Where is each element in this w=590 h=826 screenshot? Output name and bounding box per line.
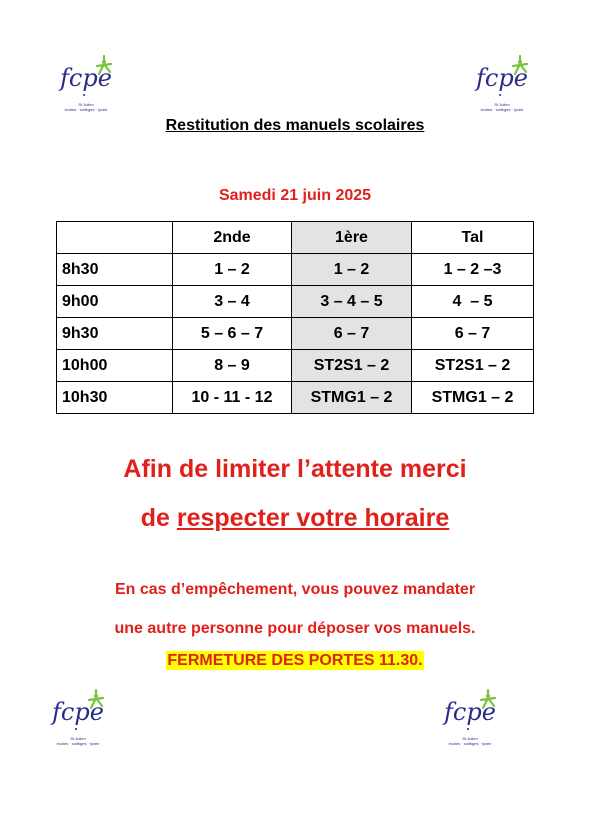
logo-subtitle: St Julien écoles · collèges · lycée — [56, 736, 100, 746]
svg-text:fcpe: fcpe — [52, 698, 104, 726]
table-header-cell: 1ère — [292, 222, 412, 254]
table-row — [57, 350, 534, 382]
svg-text:fcpe: fcpe — [444, 698, 496, 726]
table-header-cell: Tal — [412, 222, 534, 254]
waiting-message: Afin de limiter l’attente merci — [123, 455, 467, 483]
schedule-message — [0, 504, 590, 533]
table-row — [57, 382, 534, 414]
schedule-message-prefix: de — [140, 504, 177, 532]
fcpe-logo-bottom-left — [38, 686, 118, 746]
fcpe-logo-icon — [38, 686, 118, 738]
fcpe-logo-top-right — [462, 52, 542, 112]
time-cell: 9h30 — [57, 318, 173, 350]
table-cell: 5 – 6 – 7 — [173, 318, 292, 350]
fcpe-logo-icon — [46, 52, 126, 104]
table-cell: STMG1 – 2 — [412, 382, 534, 414]
table-cell: 3 – 4 – 5 — [292, 286, 412, 318]
closing-notice — [0, 652, 590, 670]
table-cell: STMG1 – 2 — [292, 382, 412, 414]
table-cell: 10 - 11 - 12 — [173, 382, 292, 414]
schedule-table — [56, 221, 534, 414]
time-cell: 10h30 — [57, 382, 173, 414]
event-date: Samedi 21 juin 2025 — [218, 187, 372, 204]
logo-subtitle: St Julien écoles · collèges · lycée — [448, 736, 492, 746]
page-title: Restitution des manuels scolaires — [165, 117, 425, 134]
table-cell: 8 – 9 — [173, 350, 292, 382]
table-cell: ST2S1 – 2 — [412, 350, 534, 382]
table-row — [57, 318, 534, 350]
proxy-note-line1: En cas d’empêchement, vous pouvez mandater — [114, 581, 476, 598]
table-header-cell — [57, 222, 173, 254]
table-row — [57, 254, 534, 286]
table-header-cell: 2nde — [173, 222, 292, 254]
table-cell: ST2S1 – 2 — [292, 350, 412, 382]
time-cell: 9h00 — [57, 286, 173, 318]
fcpe-logo-top-left — [46, 52, 126, 112]
time-cell: 8h30 — [57, 254, 173, 286]
logo-subtitle: St Julien écoles · collèges · lycée — [64, 102, 108, 112]
table-row — [57, 286, 534, 318]
table-cell: 1 – 2 — [292, 254, 412, 286]
svg-text:fcpe: fcpe — [60, 64, 112, 92]
table-header-row — [57, 222, 534, 254]
table-cell: 1 – 2 –3 — [412, 254, 534, 286]
schedule-message-emphasis: respecter votre horaire — [176, 504, 450, 532]
table-cell: 6 – 7 — [412, 318, 534, 350]
logo-subtitle: St Julien écoles · collèges · lycée — [480, 102, 524, 112]
fcpe-logo-icon — [430, 686, 510, 738]
svg-text:fcpe: fcpe — [476, 64, 528, 92]
table-cell: 3 – 4 — [173, 286, 292, 318]
table-cell: 1 – 2 — [173, 254, 292, 286]
time-cell: 10h00 — [57, 350, 173, 382]
fcpe-logo-bottom-right — [430, 686, 510, 746]
table-cell: 6 – 7 — [292, 318, 412, 350]
table-cell: 4 – 5 — [412, 286, 534, 318]
proxy-note-line2: une autre personne pour déposer vos manuels. — [114, 620, 476, 637]
fcpe-logo-icon — [462, 52, 542, 104]
closing-notice-text: FERMETURE DES PORTES 11.30. — [167, 652, 423, 669]
